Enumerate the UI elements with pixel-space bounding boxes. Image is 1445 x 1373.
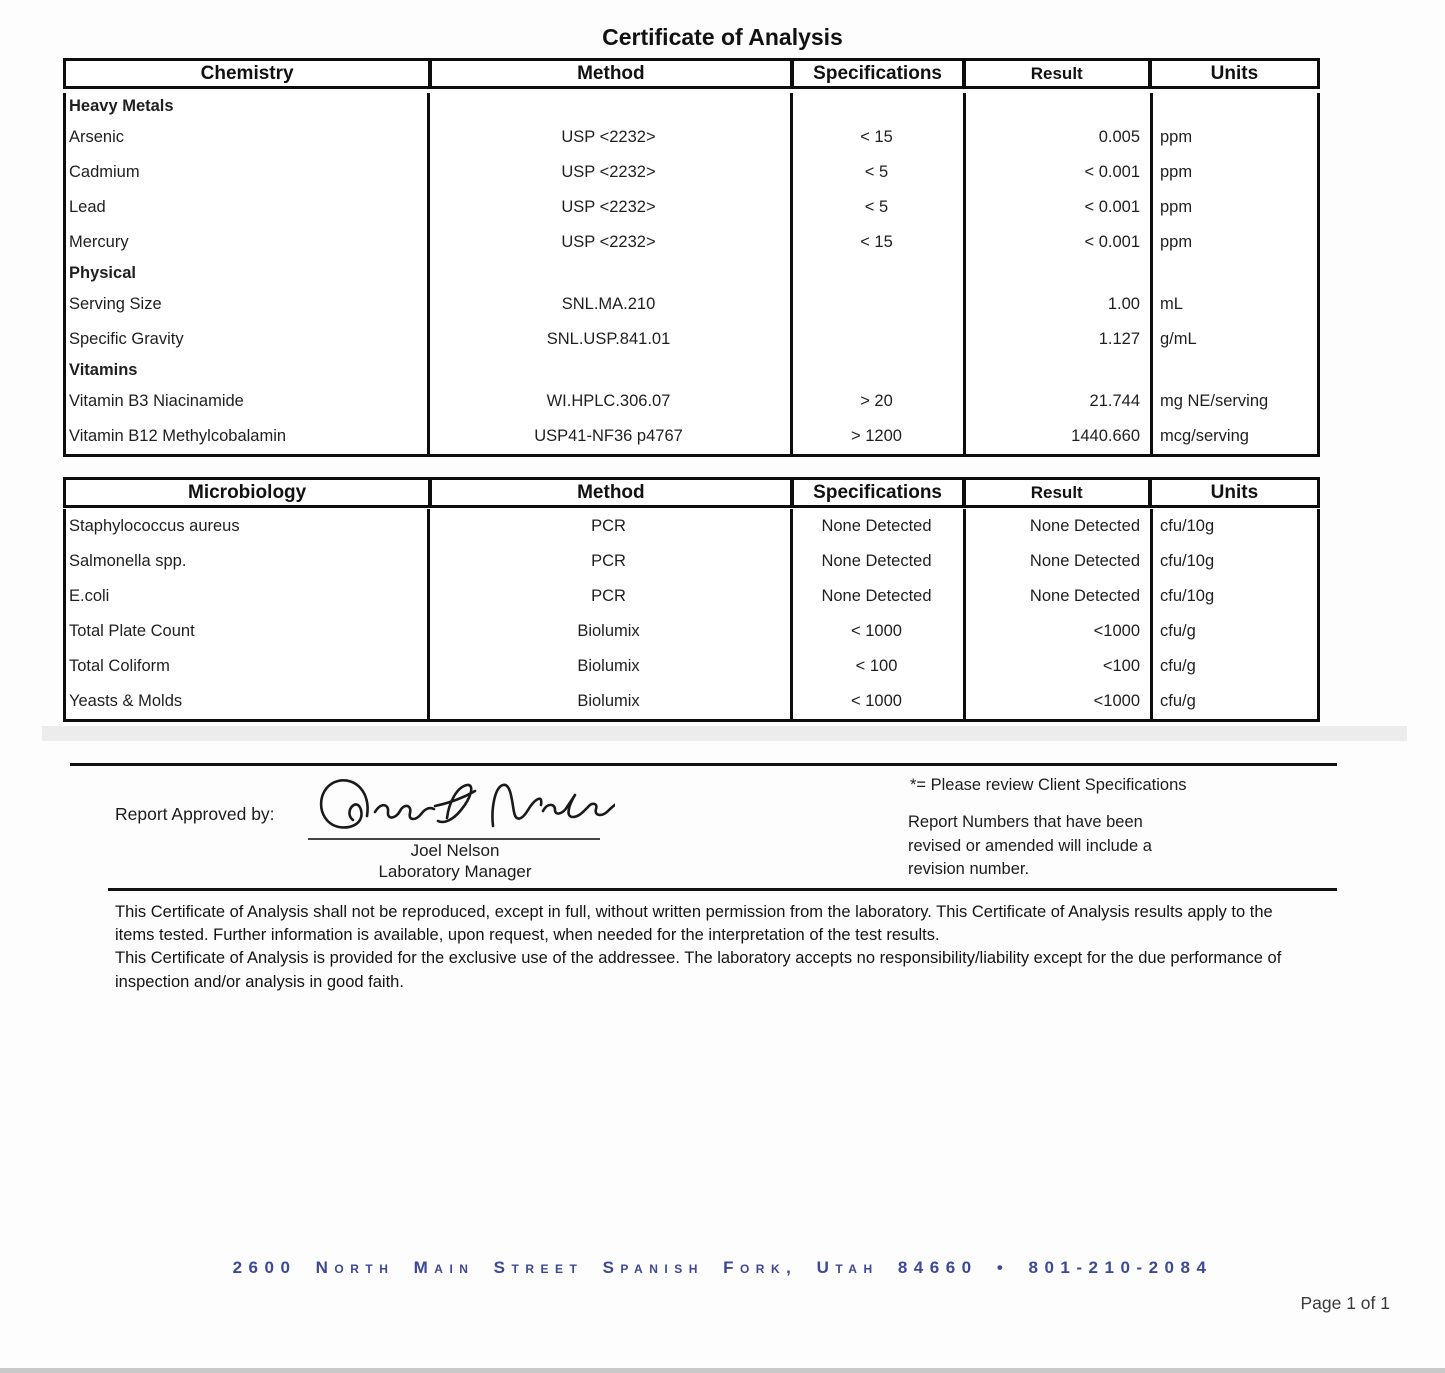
table-row	[66, 287, 1317, 322]
method: Biolumix	[577, 692, 640, 710]
units: ppm	[1160, 233, 1193, 251]
microbiology-table-header	[63, 477, 1320, 508]
specification: < 15	[860, 128, 893, 146]
analyte-name: Mercury	[69, 233, 129, 251]
column-header-result: Result	[962, 61, 1148, 86]
method: SNL.USP.841.01	[546, 330, 671, 348]
specification: < 100	[855, 657, 898, 675]
result: 1.00	[1107, 295, 1140, 313]
disclaimer-paragraph-1: This Certificate of Analysis shall not be reproduced, except in full, without written permission from the laboratory. This Certificate of Analysis results apply to the items tested. Further information is available, upon request, when needed for the interpretation of the test results.	[115, 903, 1273, 945]
table-row	[66, 579, 1317, 614]
table-row	[66, 614, 1317, 649]
specification: < 1000	[851, 692, 902, 710]
section-divider-bottom	[108, 888, 1337, 891]
section-label: Heavy Metals	[69, 97, 174, 115]
analyte-name: Arsenic	[69, 128, 125, 146]
column-header-chemistry: Chemistry	[200, 62, 294, 84]
page-title: Certificate of Analysis	[602, 24, 843, 50]
method: Biolumix	[577, 622, 640, 640]
analyte-name: Yeasts & Molds	[69, 692, 183, 710]
analyte-name: Total Plate Count	[69, 622, 195, 640]
client-spec-note: *= Please review Client Specifications	[910, 776, 1187, 794]
approver-title: Laboratory Manager	[378, 862, 532, 881]
report-approved-label: Report Approved by:	[115, 804, 275, 824]
analyte-name: Lead	[69, 198, 106, 216]
signature-image	[295, 772, 615, 842]
column-header-method: Method	[428, 61, 789, 86]
table-row	[66, 684, 1317, 719]
method: USP <2232>	[561, 233, 656, 251]
method: USP <2232>	[561, 163, 656, 181]
specification: < 5	[864, 163, 889, 181]
specification: None Detected	[821, 587, 932, 605]
table-row	[66, 419, 1317, 454]
analyte-name: Specific Gravity	[69, 330, 184, 348]
section-divider-top	[70, 763, 1337, 766]
table-row	[66, 322, 1317, 357]
specification: < 5	[864, 198, 889, 216]
units: mL	[1160, 295, 1183, 313]
result: None Detected	[1029, 517, 1140, 535]
units: cfu/10g	[1160, 552, 1215, 570]
units: ppm	[1160, 163, 1193, 181]
analyte-name: Serving Size	[69, 295, 162, 313]
method: SNL.MA.210	[561, 295, 656, 313]
chemistry-table-body	[63, 93, 1320, 457]
method: USP <2232>	[561, 128, 656, 146]
analyte-name: Cadmium	[69, 163, 140, 181]
specification: < 15	[860, 233, 893, 251]
result: <1000	[1093, 692, 1140, 710]
column-header-units: Units	[1148, 480, 1317, 505]
method: PCR	[591, 517, 626, 535]
units: mg NE/serving	[1160, 392, 1269, 410]
method: USP <2232>	[561, 198, 656, 216]
microbiology-table-body	[63, 509, 1320, 722]
table-section-row	[66, 357, 1317, 384]
disclaimer-paragraph-2: This Certificate of Analysis is provided for the exclusive use of the addressee. The laboratory accepts no responsibility/liability except for the due performance of inspection and/or analysis in good faith.	[115, 949, 1282, 991]
page-number: Page 1 of 1	[1300, 1293, 1390, 1313]
table-section-row	[66, 93, 1317, 120]
column-header-result: Result	[962, 480, 1148, 505]
table-row	[66, 155, 1317, 190]
table-section-row	[66, 260, 1317, 287]
specification: > 1200	[851, 427, 902, 445]
scan-edge-strip	[0, 1368, 1445, 1373]
approver-name: Joel Nelson	[410, 841, 500, 860]
analyte-name: Total Coliform	[69, 657, 170, 675]
units: g/mL	[1160, 330, 1197, 348]
column-header-microbiology: Microbiology	[188, 481, 307, 503]
table-row	[66, 190, 1317, 225]
section-label: Physical	[69, 264, 136, 282]
result: 0.005	[1098, 128, 1140, 146]
result: None Detected	[1029, 552, 1140, 570]
chemistry-table-header	[63, 58, 1320, 89]
method: Biolumix	[577, 657, 640, 675]
specification: < 1000	[851, 622, 902, 640]
analyte-name: Salmonella spp.	[69, 552, 187, 570]
revision-note: Report Numbers that have been revised or amended will include a revision number.	[908, 813, 1152, 878]
table-row	[66, 649, 1317, 684]
analyte-name: E.coli	[69, 587, 110, 605]
specification: None Detected	[821, 552, 932, 570]
section-label: Vitamins	[69, 361, 138, 379]
lab-address: 2600 North Main Street Spanish Fork, Utah 84660 • 801-210-2084	[232, 1258, 1213, 1277]
analyte-name: Vitamin B12 Methylcobalamin	[69, 427, 287, 445]
column-header-method: Method	[428, 480, 789, 505]
units: ppm	[1160, 128, 1193, 146]
column-header-specifications: Specifications	[790, 480, 962, 505]
result: 21.744	[1089, 392, 1140, 410]
signature-line	[308, 838, 600, 840]
method: WI.HPLC.306.07	[546, 392, 671, 410]
result: <100	[1102, 657, 1140, 675]
units: mcg/serving	[1160, 427, 1249, 445]
table-row	[66, 120, 1317, 155]
method: PCR	[591, 587, 626, 605]
analyte-name: Staphylococcus aureus	[69, 517, 240, 535]
units: ppm	[1160, 198, 1193, 216]
result: < 0.001	[1084, 233, 1140, 251]
result: 1440.660	[1071, 427, 1140, 445]
result: None Detected	[1029, 587, 1140, 605]
specification: > 20	[860, 392, 893, 410]
table-row	[66, 509, 1317, 544]
units: cfu/g	[1160, 622, 1196, 640]
column-header-units: Units	[1148, 61, 1317, 86]
scan-shadow-band	[42, 726, 1407, 741]
table-row	[66, 225, 1317, 260]
specification: None Detected	[821, 517, 932, 535]
result: <1000	[1093, 622, 1140, 640]
units: cfu/10g	[1160, 517, 1215, 535]
result: 1.127	[1098, 330, 1140, 348]
analyte-name: Vitamin B3 Niacinamide	[69, 392, 244, 410]
units: cfu/g	[1160, 692, 1196, 710]
column-header-specifications: Specifications	[790, 61, 962, 86]
result: < 0.001	[1084, 163, 1140, 181]
result: < 0.001	[1084, 198, 1140, 216]
units: cfu/g	[1160, 657, 1196, 675]
table-row	[66, 384, 1317, 419]
table-row	[66, 544, 1317, 579]
method: PCR	[591, 552, 626, 570]
disclaimer-text	[115, 901, 1303, 994]
units: cfu/10g	[1160, 587, 1215, 605]
method: USP41-NF36 p4767	[534, 427, 683, 445]
